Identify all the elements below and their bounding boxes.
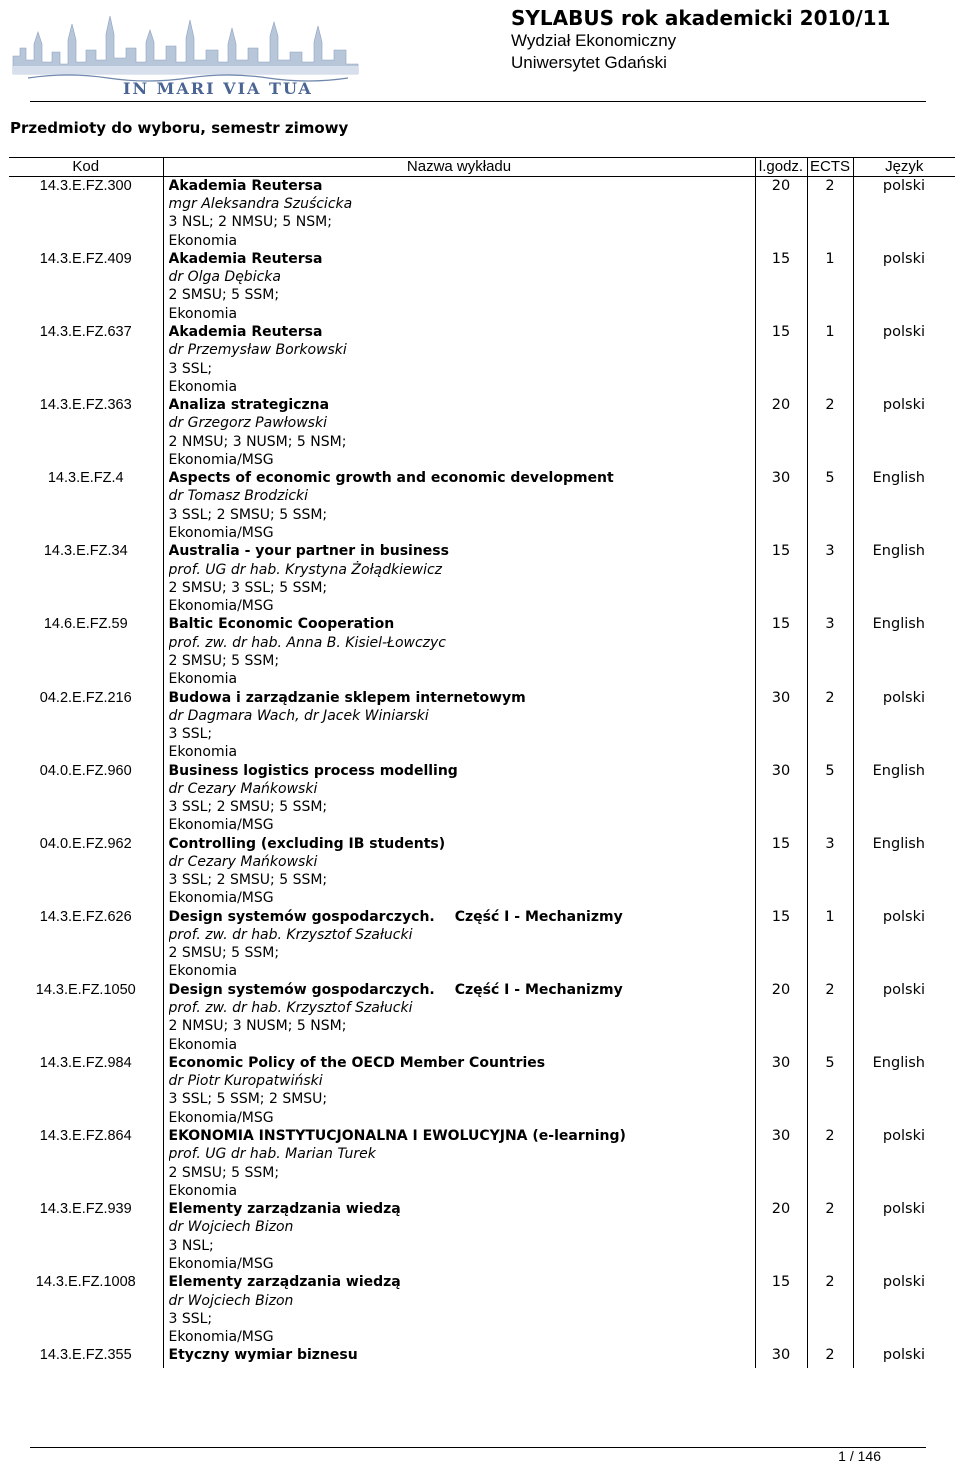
course-language: polski bbox=[853, 323, 955, 396]
course-code: 14.3.E.FZ.984 bbox=[39, 1055, 132, 1072]
course-lecturer: prof. zw. dr hab. Krzysztof Szałucki bbox=[168, 927, 413, 944]
course-department: Ekonomia/MSG bbox=[168, 890, 274, 907]
course-ects: 1 bbox=[807, 908, 853, 981]
course-hours: 15 bbox=[755, 542, 807, 615]
course-code: 14.3.E.FZ.1050 bbox=[35, 981, 136, 998]
course-description bbox=[163, 689, 755, 762]
course-department: Ekonomia/MSG bbox=[168, 1255, 274, 1272]
course-lecturer: dr Wojciech Bizon bbox=[168, 1219, 294, 1236]
course-description bbox=[163, 323, 755, 396]
course-groups: 2 SMSU; 5 SSM; bbox=[168, 287, 280, 304]
course-lecturer: prof. UG dr hab. Krystyna Żołądkiewicz bbox=[168, 561, 442, 578]
course-language: polski bbox=[853, 1200, 955, 1273]
table-row bbox=[9, 1273, 955, 1346]
table-row bbox=[9, 542, 955, 615]
faculty-name: Wydział Ekonomiczny bbox=[511, 31, 677, 50]
course-groups: 3 SSL; bbox=[168, 1310, 213, 1327]
course-lecturer: prof. zw. dr hab. Anna B. Kisiel-Łowczyc bbox=[168, 634, 447, 651]
course-code: 14.3.E.FZ.864 bbox=[39, 1128, 132, 1145]
course-code: 14.3.E.FZ.939 bbox=[39, 1201, 132, 1218]
course-code: 14.3.E.FZ.355 bbox=[39, 1347, 132, 1364]
course-department: Ekonomia/MSG bbox=[168, 524, 274, 541]
course-groups: 3 NSL; 2 NMSU; 5 NSM; bbox=[168, 214, 332, 231]
course-hours: 20 bbox=[755, 1200, 807, 1273]
course-name bbox=[169, 323, 755, 341]
column-header-ects: ECTS bbox=[807, 158, 853, 177]
course-name bbox=[169, 469, 755, 487]
course-hours: 15 bbox=[755, 908, 807, 981]
course-hours: 30 bbox=[755, 1346, 807, 1368]
course-name bbox=[169, 177, 755, 195]
course-groups: 2 NMSU; 3 NUSM; 5 NSM; bbox=[168, 433, 347, 450]
course-language: polski bbox=[853, 1346, 955, 1368]
page-number: 1 / 146 bbox=[838, 1448, 881, 1464]
table-row bbox=[9, 835, 955, 908]
course-department: Ekonomia bbox=[168, 671, 238, 688]
course-description bbox=[163, 177, 755, 251]
course-hours: 30 bbox=[755, 1054, 807, 1127]
course-table-body bbox=[9, 177, 955, 1369]
course-ects: 2 bbox=[807, 396, 853, 469]
course-code: 14.6.E.FZ.59 bbox=[43, 616, 128, 633]
course-lecturer: dr Olga Dębicka bbox=[168, 269, 281, 286]
course-ects: 5 bbox=[807, 762, 853, 835]
course-code: 14.3.E.FZ.1008 bbox=[35, 1274, 136, 1291]
course-description bbox=[163, 615, 755, 688]
course-code: 04.0.E.FZ.960 bbox=[39, 762, 132, 779]
course-groups: 2 SMSU; 5 SSM; bbox=[168, 1164, 280, 1181]
course-ects: 2 bbox=[807, 177, 853, 251]
course-description bbox=[163, 762, 755, 835]
course-description bbox=[163, 1346, 755, 1368]
course-name-text: Aspects of economic growth and economic development bbox=[168, 470, 614, 487]
course-name bbox=[169, 1127, 755, 1145]
footer-divider bbox=[30, 1447, 926, 1448]
course-name-text: EKONOMIA INSTYTUCJONALNA I EWOLUCYJNA (e-learning) bbox=[168, 1128, 626, 1145]
course-code: 14.3.E.FZ.4 bbox=[47, 470, 124, 487]
course-description bbox=[163, 396, 755, 469]
course-department: Ekonomia bbox=[168, 963, 238, 980]
course-name-text: Analiza strategiczna bbox=[168, 397, 330, 414]
table-row bbox=[9, 396, 955, 469]
course-name-text: Akademia Reutersa bbox=[168, 324, 323, 341]
course-hours: 15 bbox=[755, 1273, 807, 1346]
course-language: polski bbox=[853, 981, 955, 1054]
course-groups: 2 SMSU; 3 SSL; 5 SSM; bbox=[168, 579, 328, 596]
table-row bbox=[9, 1054, 955, 1127]
column-header-hours: l.godz. bbox=[755, 158, 807, 177]
course-department: Ekonomia/MSG bbox=[168, 1109, 274, 1126]
course-department: Ekonomia/MSG bbox=[168, 597, 274, 614]
course-department: Ekonomia bbox=[168, 1182, 238, 1199]
course-department: Ekonomia bbox=[168, 1036, 238, 1053]
course-hours: 15 bbox=[755, 835, 807, 908]
course-hours: 30 bbox=[755, 1127, 807, 1200]
course-groups: 3 SSL; 2 SMSU; 5 SSM; bbox=[168, 799, 328, 816]
course-department: Ekonomia bbox=[168, 232, 238, 249]
course-groups: 2 SMSU; 5 SSM; bbox=[168, 652, 280, 669]
course-table bbox=[9, 157, 955, 1368]
course-name-text: Akademia Reutersa bbox=[168, 251, 323, 267]
course-name bbox=[169, 908, 755, 926]
university-logo bbox=[8, 4, 368, 96]
course-lecturer: dr Cezary Mańkowski bbox=[168, 780, 318, 797]
table-row bbox=[9, 1346, 955, 1368]
course-language: English bbox=[853, 835, 955, 908]
course-lecturer: dr Przemysław Borkowski bbox=[168, 342, 347, 359]
course-lecturer: dr Grzegorz Pawłowski bbox=[168, 415, 327, 432]
course-code: 04.0.E.FZ.962 bbox=[39, 835, 132, 852]
course-language: polski bbox=[853, 1273, 955, 1346]
course-name bbox=[169, 835, 755, 853]
course-name-part: Część I - Mechanizmy bbox=[454, 981, 623, 998]
course-lecturer: prof. UG dr hab. Marian Turek bbox=[168, 1146, 376, 1163]
course-name-text: Economic Policy of the OECD Member Countries bbox=[168, 1055, 546, 1072]
course-groups: 3 SSL; 2 SMSU; 5 SSM; bbox=[168, 506, 328, 523]
course-hours: 30 bbox=[755, 469, 807, 542]
logo-motto-text: IN MARI VIA TUA bbox=[123, 79, 313, 96]
course-department: Ekonomia/MSG bbox=[168, 1328, 274, 1345]
course-name bbox=[169, 1346, 755, 1364]
course-code: 14.3.E.FZ.34 bbox=[43, 543, 128, 560]
course-department: Ekonomia bbox=[168, 305, 238, 322]
syllabus-title: SYLABUS rok akademicki 2010/11 bbox=[511, 6, 891, 30]
course-language: polski bbox=[853, 908, 955, 981]
course-code: 14.3.E.FZ.637 bbox=[39, 324, 132, 341]
course-ects: 3 bbox=[807, 835, 853, 908]
course-ects: 3 bbox=[807, 542, 853, 615]
course-groups: 3 SSL; 2 SMSU; 5 SSM; bbox=[168, 872, 328, 889]
course-name-text: Business logistics process modelling bbox=[168, 762, 458, 779]
course-groups: 2 SMSU; 5 SSM; bbox=[168, 945, 280, 962]
course-lecturer: dr Cezary Mańkowski bbox=[168, 853, 318, 870]
course-code: 14.3.E.FZ.363 bbox=[39, 397, 132, 414]
course-name bbox=[169, 689, 755, 707]
course-hours: 20 bbox=[755, 177, 807, 251]
course-description bbox=[163, 469, 755, 542]
column-header-code: Kod bbox=[9, 158, 163, 177]
course-lecturer: dr Piotr Kuropatwiński bbox=[168, 1073, 323, 1090]
course-name-part: Część I - Mechanizmy bbox=[454, 908, 623, 925]
course-ects: 1 bbox=[807, 323, 853, 396]
course-name-text: Budowa i zarządzanie sklepem internetowym bbox=[168, 689, 526, 706]
course-department: Ekonomia/MSG bbox=[168, 817, 274, 834]
course-ects: 3 bbox=[807, 615, 853, 688]
course-name-text: Elementy zarządzania wiedzą bbox=[168, 1201, 401, 1218]
course-name bbox=[169, 981, 755, 999]
course-name-text: Baltic Economic Cooperation bbox=[168, 616, 395, 633]
course-language: English bbox=[853, 1054, 955, 1127]
course-groups: 3 SSL; bbox=[168, 360, 213, 377]
course-ects: 2 bbox=[807, 1346, 853, 1368]
table-row bbox=[9, 469, 955, 542]
course-hours: 30 bbox=[755, 762, 807, 835]
course-name bbox=[169, 542, 755, 560]
course-description bbox=[163, 1054, 755, 1127]
course-lecturer: dr Dagmara Wach, dr Jacek Winiarski bbox=[168, 707, 429, 724]
column-header-language: Język bbox=[853, 158, 955, 177]
course-name-text: Controlling (excluding IB students) bbox=[168, 835, 446, 852]
course-description bbox=[163, 908, 755, 981]
course-name bbox=[169, 396, 755, 414]
course-groups: 2 NMSU; 3 NUSM; 5 NSM; bbox=[168, 1018, 347, 1035]
course-ects: 2 bbox=[807, 1127, 853, 1200]
course-ects: 2 bbox=[807, 689, 853, 762]
table-row bbox=[9, 908, 955, 981]
course-hours: 15 bbox=[755, 323, 807, 396]
course-department: Ekonomia bbox=[168, 744, 238, 761]
course-description bbox=[163, 1200, 755, 1273]
course-name-text: Elementy zarządzania wiedzą bbox=[168, 1274, 401, 1291]
table-row bbox=[9, 250, 955, 323]
course-language: polski bbox=[853, 1127, 955, 1200]
course-name-text: Australia - your partner in business bbox=[168, 543, 449, 560]
course-description bbox=[163, 981, 755, 1054]
table-row bbox=[9, 1127, 955, 1200]
course-hours: 20 bbox=[755, 981, 807, 1054]
course-groups: 3 SSL; bbox=[168, 725, 213, 742]
course-ects: 1 bbox=[807, 250, 853, 323]
course-groups: 3 NSL; bbox=[168, 1237, 214, 1254]
course-ects: 2 bbox=[807, 1273, 853, 1346]
course-lecturer: dr Wojciech Bizon bbox=[168, 1292, 294, 1309]
course-code: 14.3.E.FZ.300 bbox=[39, 178, 132, 194]
course-name bbox=[169, 762, 755, 780]
course-language: polski bbox=[853, 250, 955, 323]
table-row bbox=[9, 177, 955, 251]
table-row bbox=[9, 323, 955, 396]
document-header bbox=[511, 6, 890, 74]
course-name bbox=[169, 1054, 755, 1072]
header-divider bbox=[30, 101, 926, 102]
university-name: Uniwersytet Gdański bbox=[511, 53, 667, 72]
course-department: Ekonomia bbox=[168, 378, 238, 395]
table-header-row bbox=[9, 158, 955, 177]
course-name bbox=[169, 1200, 755, 1218]
course-name-text: Design systemów gospodarczych. bbox=[168, 981, 435, 998]
course-code: 04.2.E.FZ.216 bbox=[39, 689, 132, 706]
course-name bbox=[169, 250, 755, 268]
course-language: English bbox=[853, 762, 955, 835]
table-row bbox=[9, 689, 955, 762]
course-lecturer: prof. zw. dr hab. Krzysztof Szałucki bbox=[168, 1000, 413, 1017]
course-department: Ekonomia/MSG bbox=[168, 451, 274, 468]
table-row bbox=[9, 762, 955, 835]
course-hours: 15 bbox=[755, 250, 807, 323]
course-groups: 3 SSL; 5 SSM; 2 SMSU; bbox=[168, 1091, 328, 1108]
course-language: polski bbox=[853, 689, 955, 762]
course-description bbox=[163, 835, 755, 908]
course-ects: 5 bbox=[807, 469, 853, 542]
course-lecturer: dr Tomasz Brodzicki bbox=[168, 488, 309, 505]
course-description bbox=[163, 1127, 755, 1200]
course-language: English bbox=[853, 615, 955, 688]
course-language: English bbox=[853, 542, 955, 615]
course-description bbox=[163, 542, 755, 615]
course-name bbox=[169, 1273, 755, 1291]
course-description bbox=[163, 250, 755, 323]
course-name-text: Akademia Reutersa bbox=[168, 178, 323, 194]
course-hours: 20 bbox=[755, 396, 807, 469]
section-title: Przedmioty do wyboru, semestr zimowy bbox=[10, 119, 349, 137]
course-language: polski bbox=[853, 177, 955, 251]
course-description bbox=[163, 1273, 755, 1346]
table-row bbox=[9, 981, 955, 1054]
course-name-text: Design systemów gospodarczych. bbox=[168, 908, 435, 925]
column-header-name: Nazwa wykładu bbox=[163, 158, 755, 177]
course-hours: 30 bbox=[755, 689, 807, 762]
course-ects: 5 bbox=[807, 1054, 853, 1127]
course-code: 14.3.E.FZ.409 bbox=[39, 251, 132, 267]
course-name bbox=[169, 615, 755, 633]
course-hours: 15 bbox=[755, 615, 807, 688]
course-ects: 2 bbox=[807, 981, 853, 1054]
table-row bbox=[9, 1200, 955, 1273]
course-ects: 2 bbox=[807, 1200, 853, 1273]
course-language: English bbox=[853, 469, 955, 542]
course-language: polski bbox=[853, 396, 955, 469]
table-row bbox=[9, 615, 955, 688]
course-lecturer: mgr Aleksandra Szuścicka bbox=[168, 196, 353, 213]
course-code: 14.3.E.FZ.626 bbox=[39, 908, 132, 925]
course-name-text: Etyczny wymiar biznesu bbox=[168, 1347, 358, 1364]
